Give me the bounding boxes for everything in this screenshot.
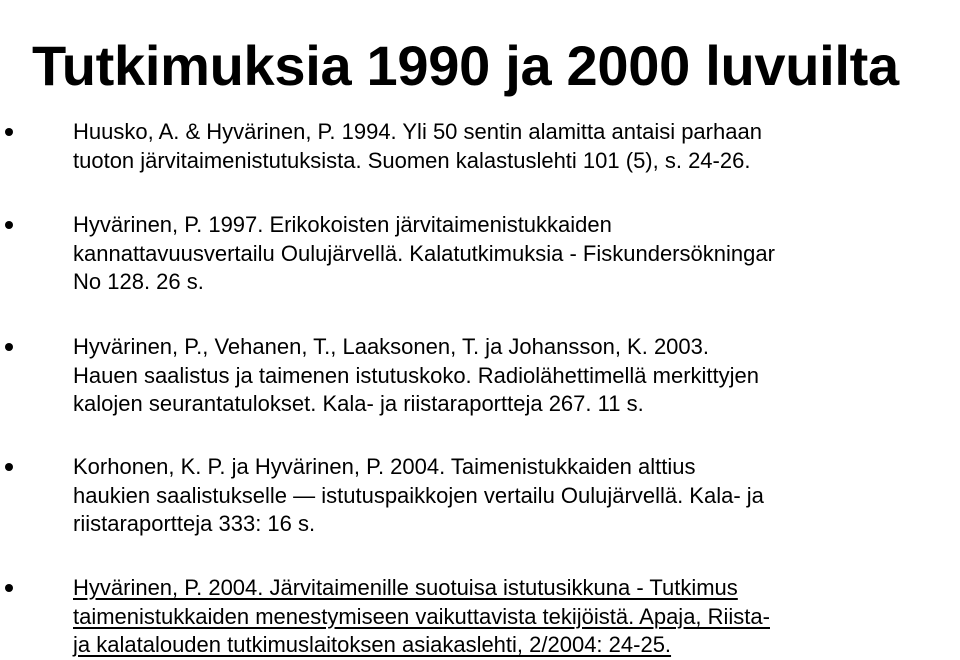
reference-line: Hauen saalistus ja taimenen istutuskoko. Radiolähettimellä merkittyjen (73, 362, 760, 388)
reference-line: tuoton järvitaimenistutuksista. Suomen kalastuslehti 101 (5), s. 24-26. (73, 147, 751, 173)
reference-line: Hyvärinen, P., Vehanen, T., Laaksonen, T. ja Johansson, K. 2003. (73, 334, 710, 359)
reference-line: riistaraportteja 333: 16 s. (73, 511, 316, 536)
bullet-icon (5, 463, 13, 471)
reference-line: kalojen seurantatulokset. Kala- ja riistaraportteja 267. 11 s. (73, 391, 644, 416)
bullet-icon (5, 584, 13, 592)
reference-line: taimenistukkaiden menestymiseen vaikuttavista tekijöistä. Apaja, Riista- (73, 603, 770, 629)
reference-line: haukien saalistukselle — istutuspaikkojen vertailu Oulujärvellä. Kala- ja (73, 482, 764, 508)
reference-text (73, 574, 770, 660)
slide-title: Tutkimuksia 1990 ja 2000 luvuilta (32, 33, 899, 97)
reference-line: Hyvärinen, P. 1997. Erikokoisten järvitaimenistukkaiden (73, 212, 612, 237)
bullet-icon (5, 128, 13, 136)
bullet-icon (5, 221, 13, 229)
reference-line: Hyvärinen, P. 2004. Järvitaimenille suotuisa istutusikkuna - Tutkimus (73, 575, 738, 600)
reference-line: ja kalatalouden tutkimuslaitoksen asiakaslehti, 2/2004: 24-25. (73, 632, 672, 657)
reference-line: No 128. 26 s. (73, 269, 204, 294)
reference-text (73, 211, 775, 297)
reference-text (73, 333, 759, 419)
reference-line: kannattavuusvertailu Oulujärvellä. Kalatutkimuksia - Fiskundersökningar (73, 240, 775, 266)
reference-line: Huusko, A. & Hyvärinen, P. 1994. Yli 50 sentin alamitta antaisi parhaan (73, 119, 762, 144)
reference-text (73, 118, 762, 175)
bullet-icon (5, 343, 13, 351)
reference-text (73, 453, 764, 539)
reference-line: Korhonen, K. P. ja Hyvärinen, P. 2004. Taimenistukkaiden alttius (73, 454, 696, 479)
